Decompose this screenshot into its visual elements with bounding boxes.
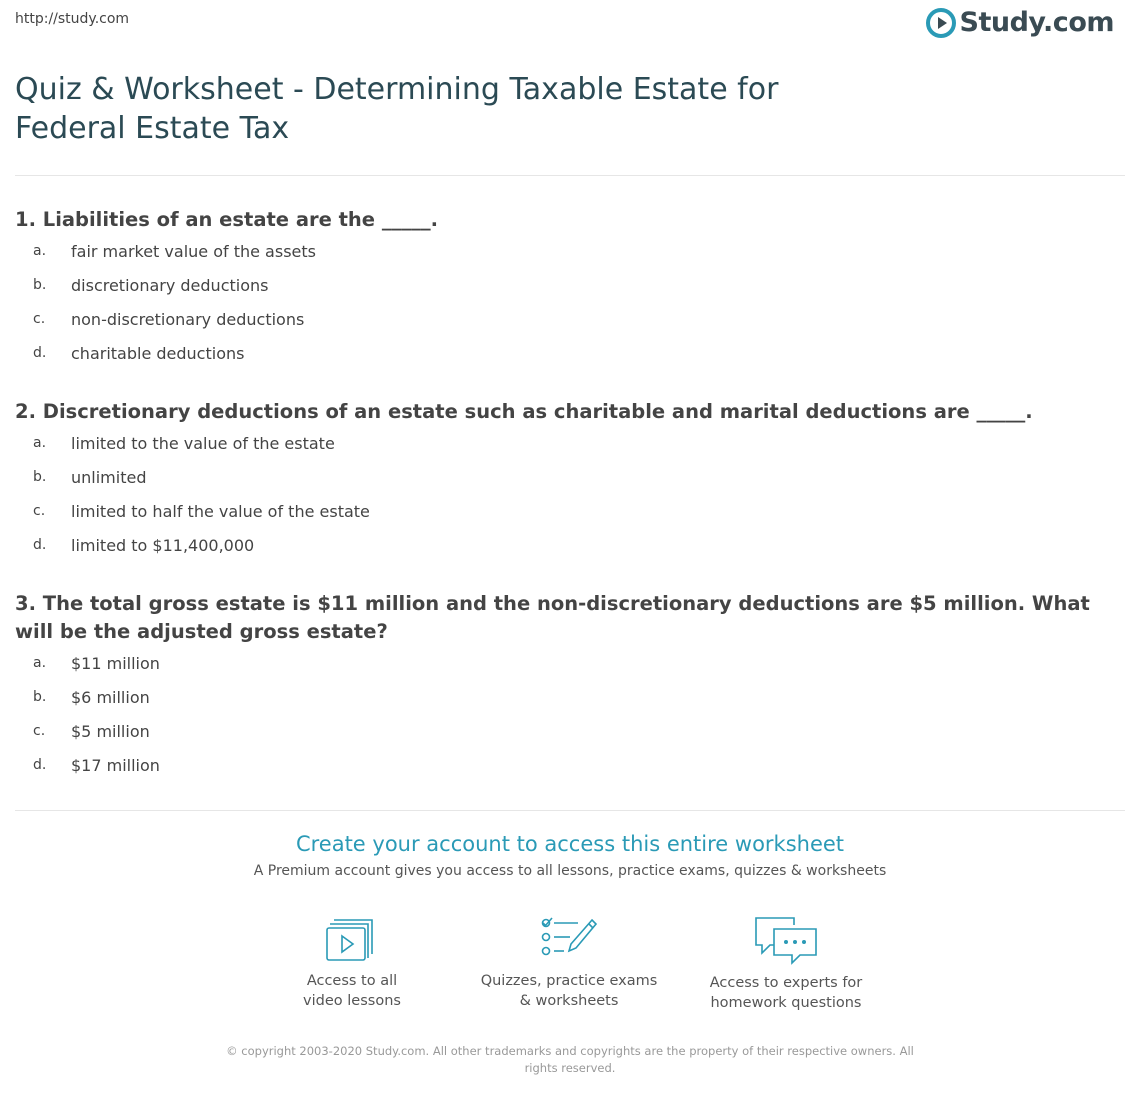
answer-text: $5 million bbox=[71, 721, 150, 741]
answer-text: fair market value of the assets bbox=[71, 241, 316, 261]
answer-list bbox=[15, 426, 1125, 562]
answer-text: charitable deductions bbox=[71, 343, 245, 363]
answer-option[interactable] bbox=[15, 460, 1125, 494]
create-account-link[interactable]: Create your account to access this entire worksheet bbox=[295, 832, 845, 856]
answer-letter: a. bbox=[33, 435, 47, 451]
question-3 bbox=[15, 590, 1125, 782]
question-text: 1. Liabilities of an estate are the _____. bbox=[15, 208, 438, 231]
divider-bottom bbox=[15, 810, 1125, 811]
feature-line: Access to all bbox=[306, 973, 398, 989]
answer-letter: c. bbox=[33, 723, 46, 739]
answer-text: unlimited bbox=[71, 467, 147, 487]
answer-text: $11 million bbox=[71, 653, 160, 673]
study-logo[interactable] bbox=[926, 7, 1114, 38]
feature-video-lessons bbox=[252, 915, 452, 1011]
feature-experts bbox=[686, 915, 886, 1013]
feature-line: Quizzes, practice exams bbox=[480, 973, 658, 989]
answer-option[interactable] bbox=[15, 528, 1125, 562]
feature-text bbox=[469, 971, 669, 1011]
answer-text: $6 million bbox=[71, 687, 150, 707]
site-url[interactable]: http://study.com bbox=[15, 11, 130, 27]
answer-list bbox=[15, 646, 1125, 782]
answer-letter: a. bbox=[33, 655, 47, 671]
answer-letter: d. bbox=[33, 757, 47, 773]
page-title: Quiz & Worksheet - Determining Taxable Estate for Federal Estate Tax bbox=[15, 72, 779, 146]
answer-letter: a. bbox=[33, 243, 47, 259]
answer-option[interactable] bbox=[15, 646, 1125, 680]
feature-line: & worksheets bbox=[519, 993, 619, 1009]
answer-text: $17 million bbox=[71, 755, 160, 775]
answer-option[interactable] bbox=[15, 234, 1125, 268]
chat-bubbles-icon bbox=[754, 915, 818, 965]
video-lessons-icon bbox=[325, 915, 379, 963]
feature-quizzes bbox=[469, 915, 669, 1011]
answer-text: limited to the value of the estate bbox=[71, 433, 335, 453]
feature-text bbox=[252, 971, 452, 1011]
question-text: 3. The total gross estate is $11 million and the non-discretionary deductions are $5 million. What will be the adjusted gross estate? bbox=[15, 592, 1090, 643]
answer-option[interactable] bbox=[15, 268, 1125, 302]
answer-text: limited to $11,400,000 bbox=[71, 535, 255, 555]
feature-line: Access to experts for bbox=[709, 975, 863, 991]
answer-letter: b. bbox=[33, 689, 47, 705]
feature-line: video lessons bbox=[303, 993, 401, 1009]
cta-subheading: A Premium account gives you access to all lessons, practice exams, quizzes & worksheets bbox=[253, 863, 887, 879]
question-2 bbox=[15, 398, 1125, 562]
play-logo-icon bbox=[926, 8, 956, 38]
answer-text: limited to half the value of the estate bbox=[71, 501, 370, 521]
answer-list bbox=[15, 234, 1125, 370]
answer-letter: c. bbox=[33, 311, 46, 327]
divider-top bbox=[15, 175, 1125, 176]
answer-letter: b. bbox=[33, 469, 47, 485]
logo-wordmark: Study.com bbox=[959, 7, 1114, 38]
answer-letter: b. bbox=[33, 277, 47, 293]
feature-line: homework questions bbox=[710, 995, 862, 1011]
question-text: 2. Discretionary deductions of an estate such as charitable and marital deductions are _____. bbox=[15, 400, 1033, 423]
answer-option[interactable] bbox=[15, 426, 1125, 460]
answer-option[interactable] bbox=[15, 714, 1125, 748]
feature-text bbox=[686, 973, 886, 1013]
quiz-checklist-icon bbox=[540, 915, 598, 963]
answer-letter: d. bbox=[33, 345, 47, 361]
answer-option[interactable] bbox=[15, 336, 1125, 370]
answer-option[interactable] bbox=[15, 748, 1125, 782]
answer-option[interactable] bbox=[15, 302, 1125, 336]
answer-text: discretionary deductions bbox=[71, 275, 269, 295]
answer-text: non-discretionary deductions bbox=[71, 309, 305, 329]
answer-option[interactable] bbox=[15, 680, 1125, 714]
answer-option[interactable] bbox=[15, 494, 1125, 528]
answer-letter: d. bbox=[33, 537, 47, 553]
answer-letter: c. bbox=[33, 503, 46, 519]
question-1 bbox=[15, 206, 1125, 370]
copyright-footer: © copyright 2003-2020 Study.com. All other trademarks and copyrights are the property of their respective owners. All rights reserved. bbox=[226, 1044, 914, 1075]
